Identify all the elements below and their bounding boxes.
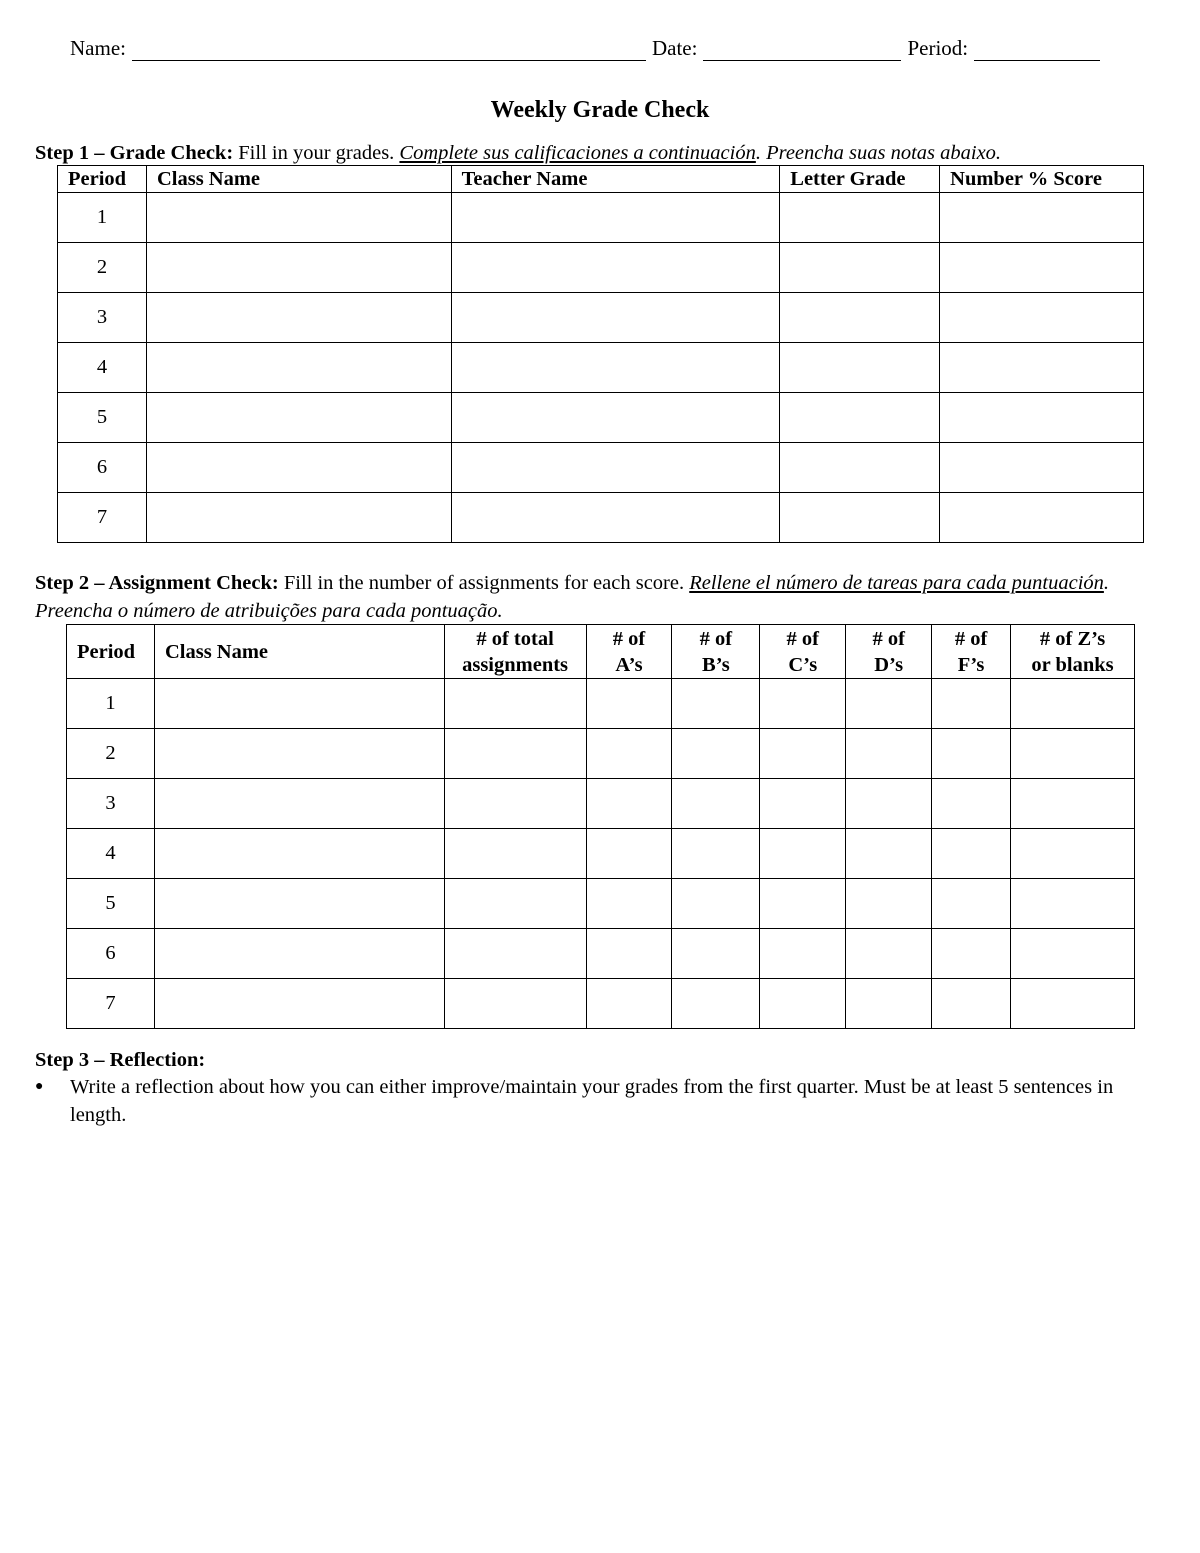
column-header-class-name xyxy=(154,625,444,679)
period-cell: 5 xyxy=(67,879,155,929)
letter-grade-cell[interactable] xyxy=(780,493,940,543)
table-row xyxy=(58,393,1144,443)
table-row xyxy=(67,679,1135,729)
letter-grade-cell[interactable] xyxy=(780,193,940,243)
period-cell: 4 xyxy=(67,829,155,879)
total-assignments-cell[interactable] xyxy=(444,729,586,779)
name-label: Name: xyxy=(70,36,126,60)
table-row xyxy=(58,293,1144,343)
student-info-header xyxy=(70,36,1132,61)
period-cell: 2 xyxy=(67,729,155,779)
column-header-line1: # of xyxy=(872,627,905,650)
table-row xyxy=(67,779,1135,829)
total-assignments-cell[interactable] xyxy=(444,779,586,829)
step2-instruction-pt: . Preencha o número de atribuições para cada pontuação. xyxy=(35,572,1110,622)
letter-grade-cell[interactable] xyxy=(780,343,940,393)
period-cell: 4 xyxy=(58,343,147,393)
d-count-cell[interactable] xyxy=(846,729,932,779)
step1-heading xyxy=(35,139,1165,167)
letter-grade-cell[interactable] xyxy=(780,293,940,343)
c-count-cell[interactable] xyxy=(760,879,846,929)
column-header-c-count xyxy=(760,625,846,679)
d-count-cell[interactable] xyxy=(846,779,932,829)
class-name-cell[interactable] xyxy=(154,779,444,829)
period-cell: 3 xyxy=(67,779,155,829)
column-header-line1: # of xyxy=(699,627,733,650)
step1-instruction-pt: . Preencha suas notas abaixo. xyxy=(755,142,1002,164)
step2-heading xyxy=(35,569,1165,625)
f-count-cell[interactable] xyxy=(932,679,1011,729)
column-header-d-count xyxy=(846,625,932,679)
c-count-cell[interactable] xyxy=(760,979,846,1029)
b-count-cell[interactable] xyxy=(672,929,760,979)
period-cell: 6 xyxy=(67,929,155,979)
column-header-line2: C’s xyxy=(788,653,818,676)
column-header-f-count xyxy=(932,625,1011,679)
f-count-cell[interactable] xyxy=(932,779,1011,829)
z-blank-count-cell[interactable] xyxy=(1011,929,1135,979)
d-count-cell[interactable] xyxy=(846,879,932,929)
teacher-name-cell[interactable] xyxy=(451,343,780,393)
period-cell: 6 xyxy=(58,443,147,493)
period-cell: 1 xyxy=(67,679,155,729)
column-header-line1: # of total xyxy=(476,627,554,650)
column-header-b-count xyxy=(672,625,760,679)
page-title: Weekly Grade Check xyxy=(490,97,710,123)
total-assignments-cell[interactable] xyxy=(444,979,586,1029)
teacher-name-cell[interactable] xyxy=(451,293,780,343)
letter-grade-cell[interactable] xyxy=(780,443,940,493)
table-row xyxy=(58,493,1144,543)
z-blank-count-cell[interactable] xyxy=(1011,879,1135,929)
date-label: Date: xyxy=(651,36,698,60)
name-field[interactable] xyxy=(132,40,646,61)
a-count-cell[interactable] xyxy=(586,829,672,879)
column-header-line1: # of xyxy=(612,627,646,650)
b-count-cell[interactable] xyxy=(672,879,760,929)
step3-label: Step 3 – Reflection: xyxy=(35,1049,206,1071)
b-count-cell[interactable] xyxy=(672,779,760,829)
number-score-cell[interactable] xyxy=(940,493,1144,543)
step2-instruction-es: Rellene el número de tareas para cada puntuación xyxy=(689,572,1104,594)
d-count-cell[interactable] xyxy=(846,829,932,879)
column-header-line1: # of xyxy=(954,627,988,650)
period-label: Period: xyxy=(907,36,969,60)
period-cell: 3 xyxy=(58,293,147,343)
column-header-z-blank-count xyxy=(1011,625,1135,679)
class-name-cell[interactable] xyxy=(154,729,444,779)
z-blank-count-cell[interactable] xyxy=(1011,779,1135,829)
column-header-line2: B’s xyxy=(702,653,730,676)
c-count-cell[interactable] xyxy=(760,729,846,779)
grade-check-table xyxy=(57,165,1144,543)
f-count-cell[interactable] xyxy=(932,929,1011,979)
bullet-icon: ● xyxy=(35,1079,44,1094)
period-cell: 7 xyxy=(58,493,147,543)
number-score-cell[interactable] xyxy=(940,443,1144,493)
a-count-cell[interactable] xyxy=(586,679,672,729)
column-header-number-score: Number % Score xyxy=(940,166,1144,193)
reflection-bullet xyxy=(35,1073,1160,1129)
f-count-cell[interactable] xyxy=(932,979,1011,1029)
table-row xyxy=(67,829,1135,879)
period-field[interactable] xyxy=(974,40,1100,61)
c-count-cell[interactable] xyxy=(760,679,846,729)
column-header-line1: # of Z’s xyxy=(1039,627,1106,650)
column-header-line2: D’s xyxy=(874,653,904,676)
class-name-cell[interactable] xyxy=(154,929,444,979)
number-score-cell[interactable] xyxy=(940,393,1144,443)
period-cell: 2 xyxy=(58,243,147,293)
letter-grade-cell[interactable] xyxy=(780,243,940,293)
class-name-cell[interactable] xyxy=(154,679,444,729)
step3-heading xyxy=(35,1046,1165,1074)
column-header-total-assignments xyxy=(444,625,586,679)
column-header-letter-grade: Letter Grade xyxy=(780,166,940,193)
table-row xyxy=(58,343,1144,393)
teacher-name-cell[interactable] xyxy=(451,193,780,243)
column-header-line2: A’s xyxy=(615,653,643,676)
d-count-cell[interactable] xyxy=(846,979,932,1029)
total-assignments-cell[interactable] xyxy=(444,929,586,979)
date-field[interactable] xyxy=(703,40,901,61)
number-score-cell[interactable] xyxy=(940,193,1144,243)
class-name-cell[interactable] xyxy=(154,879,444,929)
class-name-cell[interactable] xyxy=(154,979,444,1029)
table-row xyxy=(67,879,1135,929)
step1-instruction-es: Complete sus calificaciones a continuación xyxy=(399,142,756,164)
c-count-cell[interactable] xyxy=(760,929,846,979)
a-count-cell[interactable] xyxy=(586,879,672,929)
a-count-cell[interactable] xyxy=(586,979,672,1029)
column-header-line1: Class Name xyxy=(164,640,269,663)
teacher-name-cell[interactable] xyxy=(451,393,780,443)
f-count-cell[interactable] xyxy=(932,729,1011,779)
number-score-cell[interactable] xyxy=(940,293,1144,343)
column-header-line1: # of xyxy=(786,627,819,650)
table-row xyxy=(58,243,1144,293)
column-header-line2: or blanks xyxy=(1031,653,1114,676)
class-name-cell[interactable] xyxy=(146,343,451,393)
period-cell: 1 xyxy=(58,193,147,243)
step2-label: Step 2 – Assignment Check: xyxy=(35,572,279,594)
table-row xyxy=(67,979,1135,1029)
teacher-name-cell[interactable] xyxy=(451,243,780,293)
table-header-row xyxy=(58,166,1144,193)
f-count-cell[interactable] xyxy=(932,829,1011,879)
reflection-instruction: Write a reflection about how you can either improve/maintain your grades from the first quarter. Must be at least 5 sentences in length. xyxy=(70,1076,1114,1126)
z-blank-count-cell[interactable] xyxy=(1011,729,1135,779)
class-name-cell[interactable] xyxy=(146,493,451,543)
column-header-a-count xyxy=(586,625,672,679)
b-count-cell[interactable] xyxy=(672,979,760,1029)
letter-grade-cell[interactable] xyxy=(780,393,940,443)
b-count-cell[interactable] xyxy=(672,729,760,779)
table-row xyxy=(58,193,1144,243)
table-row xyxy=(67,929,1135,979)
c-count-cell[interactable] xyxy=(760,829,846,879)
class-name-cell[interactable] xyxy=(146,293,451,343)
total-assignments-cell[interactable] xyxy=(444,829,586,879)
d-count-cell[interactable] xyxy=(846,679,932,729)
period-cell: 7 xyxy=(67,979,155,1029)
class-name-cell[interactable] xyxy=(146,443,451,493)
class-name-cell[interactable] xyxy=(146,243,451,293)
z-blank-count-cell[interactable] xyxy=(1011,829,1135,879)
step2-instruction-en: Fill in the number of assignments for each score. xyxy=(278,572,690,594)
number-score-cell[interactable] xyxy=(940,243,1144,293)
step1-instruction-en: Fill in your grades. xyxy=(233,142,400,164)
table-row xyxy=(58,443,1144,493)
assignment-check-table xyxy=(66,624,1135,1029)
z-blank-count-cell[interactable] xyxy=(1011,679,1135,729)
column-header-teacher-name: Teacher Name xyxy=(451,166,780,193)
column-header-line2: assignments xyxy=(462,653,569,676)
column-header-period xyxy=(67,625,155,679)
a-count-cell[interactable] xyxy=(586,779,672,829)
step1-label: Step 1 – Grade Check: xyxy=(35,142,234,164)
number-score-cell[interactable] xyxy=(940,343,1144,393)
b-count-cell[interactable] xyxy=(672,829,760,879)
class-name-cell[interactable] xyxy=(154,829,444,879)
column-header-line1: Period xyxy=(77,640,136,663)
teacher-name-cell[interactable] xyxy=(451,493,780,543)
column-header-class-name: Class Name xyxy=(146,166,451,193)
f-count-cell[interactable] xyxy=(932,879,1011,929)
z-blank-count-cell[interactable] xyxy=(1011,979,1135,1029)
total-assignments-cell[interactable] xyxy=(444,679,586,729)
table-header-row xyxy=(67,625,1135,679)
total-assignments-cell[interactable] xyxy=(444,879,586,929)
table-row xyxy=(67,729,1135,779)
a-count-cell[interactable] xyxy=(586,729,672,779)
class-name-cell[interactable] xyxy=(146,193,451,243)
a-count-cell[interactable] xyxy=(586,929,672,979)
class-name-cell[interactable] xyxy=(146,393,451,443)
period-cell: 5 xyxy=(58,393,147,443)
d-count-cell[interactable] xyxy=(846,929,932,979)
column-header-period: Period xyxy=(58,166,147,193)
column-header-line2: F’s xyxy=(957,653,985,676)
c-count-cell[interactable] xyxy=(760,779,846,829)
teacher-name-cell[interactable] xyxy=(451,443,780,493)
b-count-cell[interactable] xyxy=(672,679,760,729)
